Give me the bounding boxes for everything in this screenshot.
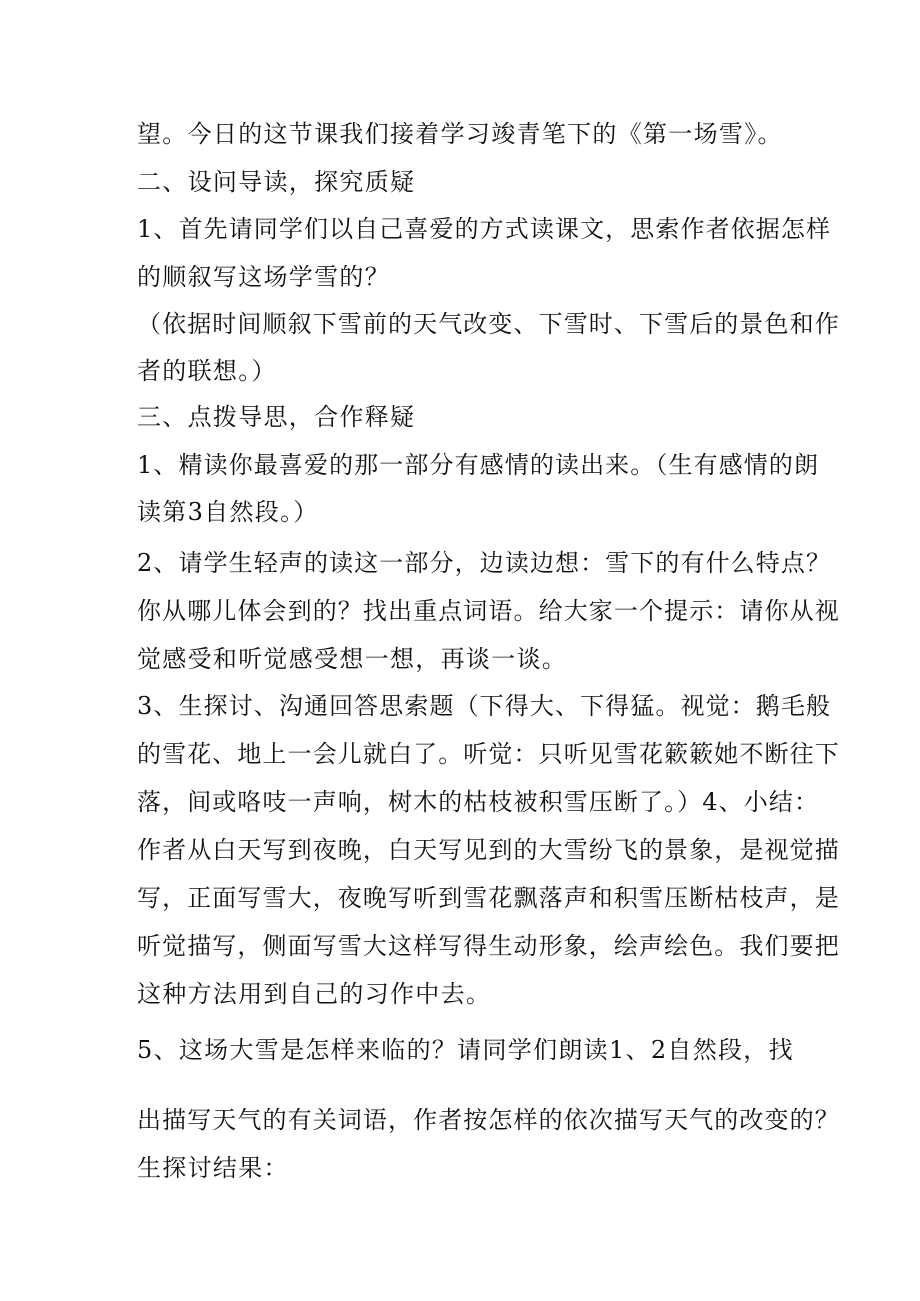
text-line: 2、请学生轻声的读这一部分，边读边想：雪下的有什么特点？ [137,549,832,577]
text-line: 的雪花、地上一会儿就白了。听觉：只听见雪花簌簌她不断往下 [137,740,840,768]
text-line: 读第3自然段。） [137,498,319,526]
section-heading: 三、点拨导思，合作释疑 [137,403,416,431]
section-heading: 二、设问导读，探究质疑 [137,168,416,196]
text-line: 你从哪儿体会到的？找出重点词语。给大家一个提示：请你从视 [137,597,840,625]
text-line: 出描写天气的有关词语，作者按怎样的依次描写天气的改变的？ [137,1106,840,1134]
text-line: 作者从白天写到夜晚，白天写见到的大雪纷飞的景象，是视觉描 [137,836,840,864]
text-line: 生探讨结果： [137,1154,289,1182]
text-line: 听觉描写，侧面写雪大这样写得生动形象，绘声绘色。我们要把 [137,932,840,960]
text-line: 望。今日的这节课我们接着学习竣青笔下的《第一场雪》。 [137,120,783,148]
text-line: 的顺叙写这场学雪的？ [137,263,390,291]
text-line: 写，正面写雪大，夜晚写听到雪花飘落声和积雪压断枯枝声，是 [137,884,840,912]
text-line: 觉感受和听觉感受想一想，再谈一谈。 [137,645,568,673]
text-line: 3、生探讨、沟通回答思索题（下得大、下得猛。视觉：鹅毛般 [137,692,832,720]
text-line: 1、精读你最喜爱的那一部分有感情的读出来。（生有感情的朗 [137,451,820,479]
text-line: 落，间或咯吱一声响，树木的枯枝被积雪压断了。）4、小结： [137,788,820,816]
text-line: 5、这场大雪是怎样来临的？请同学们朗读1、2自然段，找 [137,1036,794,1064]
text-line: （依据时间顺叙下雪前的天气改变、下雪时、下雪后的景色和作 [137,310,840,338]
text-line: 这种方法用到自己的习作中去。 [137,980,492,1008]
text-line: 者的联想。） [137,357,277,385]
text-line: 1、首先请同学们以自己喜爱的方式读课文，思索作者依据怎样 [137,215,832,243]
